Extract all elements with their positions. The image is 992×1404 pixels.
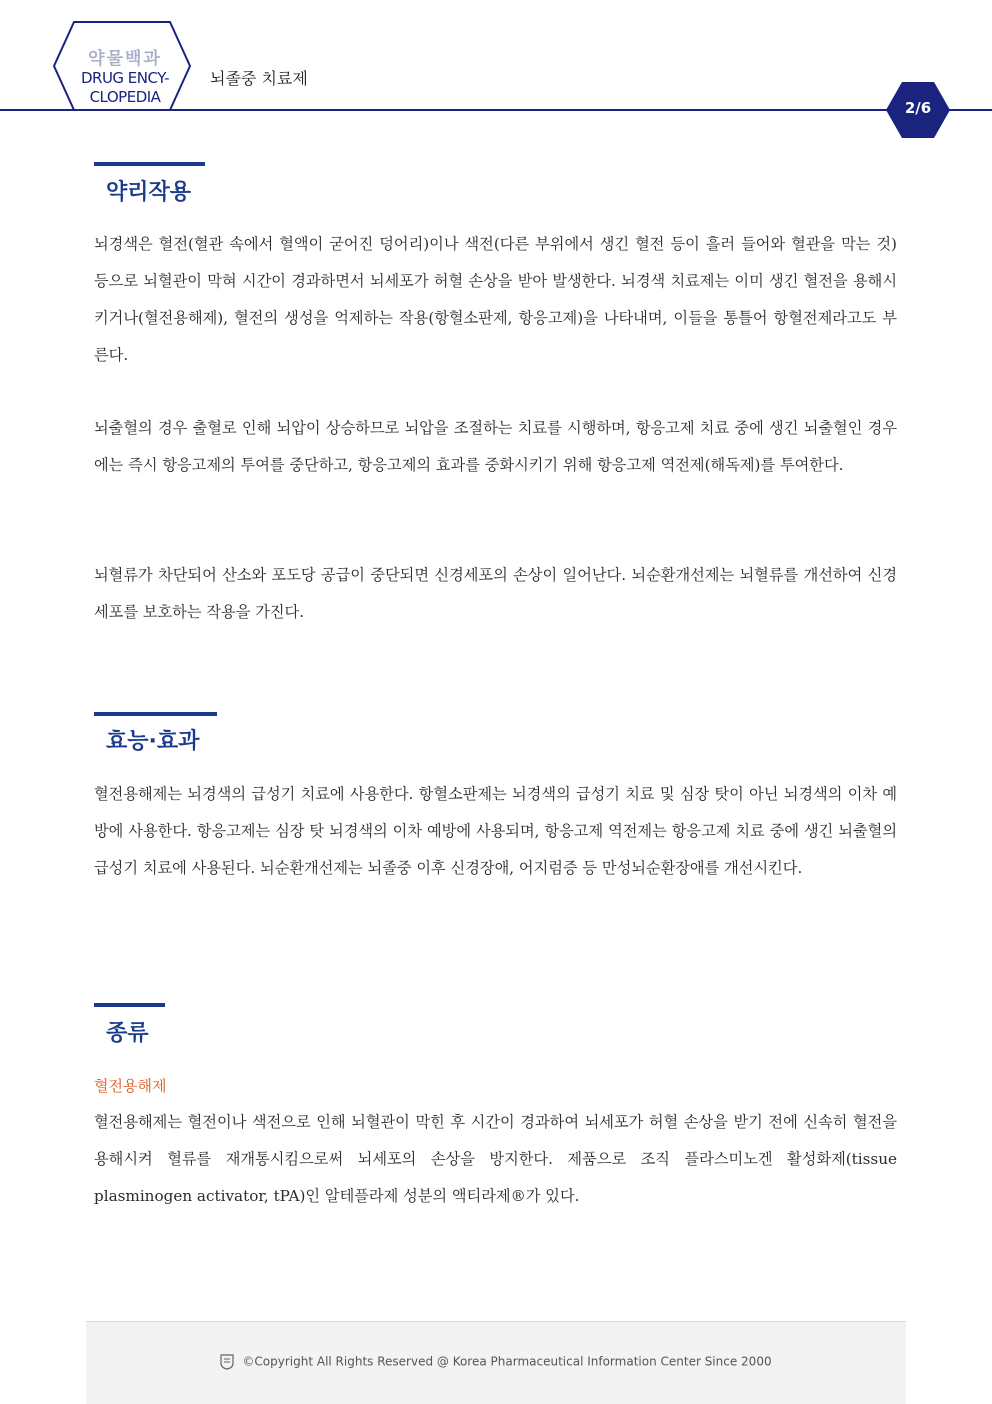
paragraph: 뇌혈류가 차단되어 산소와 포도당 공급이 중단되면 신경세포의 손상이 일어난다. 뇌순환개선제는 뇌혈류를 개선하여 신경세포를 보호하는 작용을 가진다. [94,566,897,621]
page-number: 2/6 [904,99,932,117]
subsection-title-thrombolytics: 혈전용해제 [94,1077,167,1095]
document-title: 뇌졸중 치료제 [210,69,308,88]
page-footer [86,1321,906,1404]
paragraph: 뇌경색은 혈전(혈관 속에서 혈액이 굳어진 덩어리)이나 색전(다른 부위에서 생긴 혈전 등이 흘러 들어와 혈관을 막는 것) 등으로 뇌혈관이 막혀 시간이 경과하면서 뇌세포가 허혈 손상을 받아 발생한다. 뇌경색 치료제는 이미 생긴 혈전을 용해시키거나(혈전용해제), 혈전의 생성을 억제하는 작용(항혈소판제, 항응고제)을 나타내며, 이들을 통틀어 항혈전제라고도 부른다. [94,235,897,364]
shield-logo-icon [220,1354,234,1370]
copyright-text: ©Copyright All Rights Reserved @ Korea Pharmaceutical Information Center Since 2000 [242,1354,772,1369]
paragraph: 뇌출혈의 경우 출혈로 인해 뇌압이 상승하므로 뇌압을 조절하는 치료를 시행하며, 항응고제 치료 중에 생긴 뇌출혈인 경우에는 즉시 항응고제의 투여를 중단하고, 항응고제의 효과를 중화시키기 위해 항응고제 역전제(해독제)를 투여한다. [94,419,897,474]
logo-english-line2: CLOPEDIA [89,88,161,106]
section-title-types: 종류 [106,1021,149,1046]
page-header [0,0,992,145]
paragraph: 혈전용해제는 혈전이나 색전으로 인해 뇌혈관이 막힌 후 시간이 경과하여 뇌세포가 허혈 손상을 받기 전에 신속히 혈전을 용해시켜 혈류를 재개통시킴으로써 뇌세포의 손상을 방지한다. 제품으로 조직 플라스미노겐 활성화제(tissue plasminogen activator, tPA)인 알테플라제 성분의 액티라제®가 있다. [94,1113,897,1205]
logo-english-line1: DRUG ENCY- [80,69,170,87]
section-title-efficacy: 효능·효과 [106,729,200,754]
section-divider [94,1003,165,1007]
section-title-pharmacology: 약리작용 [106,180,192,205]
paragraph: 혈전용해제는 뇌경색의 급성기 치료에 사용한다. 항혈소판제는 뇌경색의 급성기 치료 및 심장 탓이 아닌 뇌경색의 이차 예방에 사용한다. 항응고제는 심장 탓 뇌경색의 이차 예방에 사용되며, 항응고제 역전제는 항응고제 치료 중에 생긴 뇌출혈의 급성기 치료에 사용된다. 뇌순환개선제는 뇌졸중 이후 신경장애, 어지럼증 등 만성뇌순환장애를 개선시킨다. [94,785,897,877]
section-divider [94,712,217,716]
section-divider [94,162,205,166]
logo-korean: 약물백과 [88,49,162,69]
